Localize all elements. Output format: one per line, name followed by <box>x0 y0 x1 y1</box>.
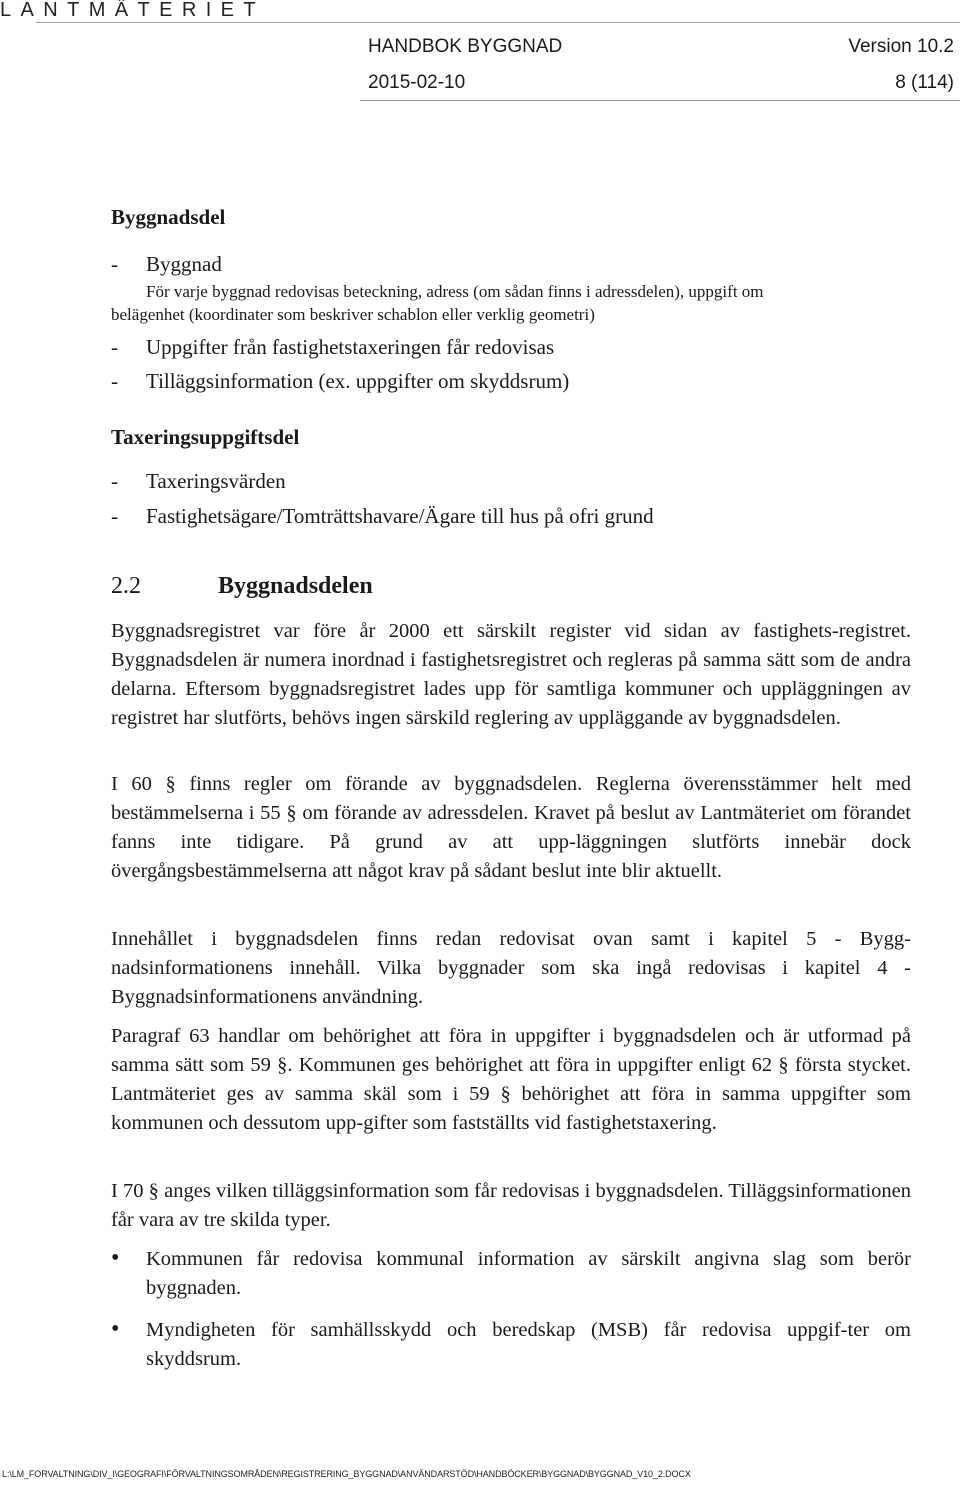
byggnad-note-line-1: För varje byggnad redovisas beteckning, adress (om sådan finns i adressdelen), uppgift om <box>146 282 764 301</box>
list-item-text: Taxeringsvärden <box>146 469 286 493</box>
lantmateriet-logo: LANTMÄTERIET <box>0 0 266 21</box>
list-dash: - <box>111 252 118 276</box>
bullet-item: Myndigheten för samhällsskydd och beredskap (MSB) får redovisa uppgif-ter om skyddsrum. <box>146 1319 911 1370</box>
section-number: 2.2 <box>111 573 141 599</box>
paragraph: Paragraf 63 handlar om behörighet att föra in uppgifter i byggnadsdelen och är utformad på samma sätt som 59 §. Kommunen ges behörighet att föra in uppgifter enligt 62 § första stycket. Lantmäteriet ges av samma skäl som i 59 § behörighet att föra in samma uppgifter som kommunen och dessutom upp-gifter som fastställts vid fastighetstaxering. <box>111 1025 911 1134</box>
document-date: 2015-02-10 <box>368 72 466 93</box>
version-label: Version 10.2 <box>848 36 954 57</box>
header-divider <box>360 100 960 101</box>
taxering-heading: Taxeringsuppgiftsdel <box>111 425 300 449</box>
list-item-text: Byggnad <box>146 252 222 276</box>
bullet-icon: • <box>111 1316 120 1342</box>
list-item-text: Uppgifter från fastighetstaxeringen får redovisas <box>146 335 555 359</box>
list-dash: - <box>111 504 118 528</box>
paragraph: Byggnadsregistret var före år 2000 ett särskilt register vid sidan av fastighets-registret. Byggnadsdelen är numera inordnad i fastighetsregistret och regleras på samma sätt som de andra delarna. Eftersom byggnadsregistret lades upp för samtliga kommuner och uppläggningen av registret har slutförts, behövs ingen särskild reglering av uppläggande av byggnadsdelen. <box>111 620 911 729</box>
paragraph: Innehållet i byggnadsdelen finns redan redovisat ovan samt i kapitel 5 - Bygg-nadsinformationens innehåll. Vilka byggnader som ska ingå redovisas i kapitel 4 - Byggnadsinformationens användning. <box>111 928 911 1008</box>
paragraph: I 60 § finns regler om förande av byggnadsdelen. Reglerna överensstämmer helt med bestämmelserna i 55 § om förande av adressdelen. Kravet på beslut av Lantmäteriet om förandet fanns inte tidigare. På grund av att upp-läggningen slutförts innebär dock övergångsbestämmelserna att något krav på sådant beslut inte blir aktuellt. <box>111 773 911 882</box>
byggnadsdel-heading: Byggnadsdel <box>111 205 226 229</box>
section-title: Byggnadsdelen <box>218 573 373 599</box>
page-number: 8 (114) <box>895 72 954 93</box>
file-path-footer: L:\LM_FORVALTNING\DIV_I\GEOGRAFI\FÖRVALTNINGSOMRÅDEN\REGISTRERING_BYGGNAD\ANVÄNDARSTÖD\HANDBÖCKER\BYGGNAD\BYGGNAD_V10_2.DOCX <box>2 1469 691 1479</box>
list-dash: - <box>111 369 118 393</box>
document-title: HANDBOK BYGGNAD <box>368 36 563 57</box>
list-dash: - <box>111 469 118 493</box>
paragraph: I 70 § anges vilken tilläggsinformation som får redovisas i byggnadsdelen. Tilläggsinformationen får vara av tre skilda typer. <box>111 1180 911 1231</box>
bullet-icon: • <box>111 1245 120 1271</box>
list-item-text: Tilläggsinformation (ex. uppgifter om skyddsrum) <box>146 369 570 393</box>
list-item-text: Fastighetsägare/Tomträttshavare/Ägare till hus på ofri grund <box>146 504 654 528</box>
byggnad-note-line-2: belägenhet (koordinater som beskriver schablon eller verklig geometri) <box>111 305 595 324</box>
header-rule <box>36 22 960 23</box>
list-dash: - <box>111 335 118 359</box>
bullet-item: Kommunen får redovisa kommunal information av särskilt angivna slag som berör byggnaden. <box>146 1248 911 1299</box>
